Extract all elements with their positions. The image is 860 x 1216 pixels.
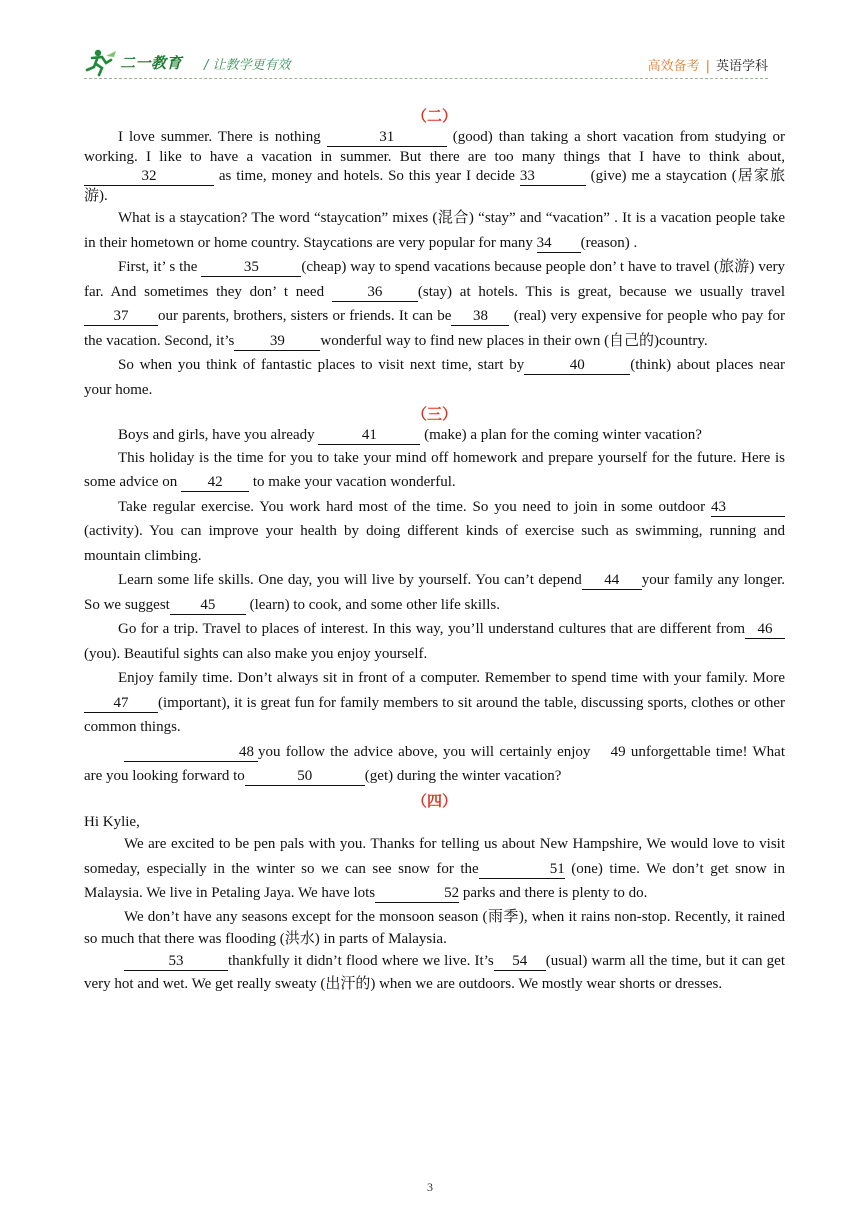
header-subject (648, 55, 768, 74)
section-heading-4: （四） (411, 791, 457, 810)
blank-40[interactable]: 40 (524, 357, 630, 375)
logo-text: 二一教育 (120, 55, 183, 72)
paragraph: Boys and girls, have you already 41 (make) a plan for the coming winter vacation? (118, 427, 702, 443)
blank-47[interactable]: 47 (84, 695, 158, 713)
blank-35[interactable]: 35 (201, 259, 301, 277)
blank-32[interactable]: 32 (84, 168, 214, 186)
document-body (84, 104, 785, 996)
header-separator: | (705, 59, 710, 74)
page-header (84, 44, 768, 80)
blank-36[interactable]: 36 (332, 284, 418, 302)
header-label-exam: 高效备考 (647, 59, 700, 74)
blank-48[interactable]: 48 (124, 744, 258, 762)
section-heading-3: （三） (411, 405, 457, 423)
paragraph: 48 you follow the advice above, you will certainly enjoy 49 unforgettable time! What are you looking forward to 50 (get) during the winter vacation? (84, 743, 786, 784)
letter-greeting: Hi Kylie, (84, 813, 140, 830)
paragraph: I love summer. There is nothing 31 (good) than taking a short vacation from studying or working. I like to have a vacation in summer. But there are too many things that I have to think about, 32 as time, money and hotels. So this year I decide 33 (give) me a staycation (居家旅游). (84, 129, 785, 204)
blank-34[interactable]: 34 (537, 235, 581, 253)
blank-45[interactable]: 45 (170, 597, 246, 615)
paragraph: Go for a trip. Travel to places of interest. In this way, you’ll understand cultures that are different from 46(you). Beautiful sights can also make you enjoy yourself. (84, 617, 785, 666)
page-number: 3 (427, 1180, 433, 1194)
paragraph: Enjoy family time. Don’t always sit in front of a computer. Remember to spend time with your family. More47 (important), it is great fun for family members to sit around the table, discussing sports, clothes or other common things. (84, 670, 785, 735)
blank-42[interactable]: 42 (181, 474, 249, 492)
paragraph: What is a staycation? The word “staycation” mixes (混合) “stay” and “vacation” . It is a vacation people take in their hometown or home country. Staycations are very popular for many 34 (reason) . (84, 210, 785, 251)
paragraph: Learn some life skills. One day, you will live by yourself. You can’t depend 44 your family any longer. So we suggest 45 (learn) to cook, and some other life skills. (84, 572, 785, 613)
blank-44[interactable]: 44 (582, 572, 642, 590)
paragraph: We are excited to be pen pals with you. Thanks for telling us about New Hampshire, We would love to visit someday, especially in the winter so we can see snow for the 51 (one) time. We don’t get snow in Malaysia. We live in Petaling Jaya. We have lots 52 parks and there is plenty to do. (84, 836, 785, 901)
paragraph: This holiday is the time for you to take your mind off homework and prepare yourself for the future. Here is some advice on 42 to make your vacation wonderful. (84, 449, 785, 490)
blank-51[interactable]: 51 (479, 861, 565, 879)
paragraph: We don’t have any seasons except for the monsoon season (雨季), when it rains non-stop. Recently, it rained so much that there was flooding (洪水) in parts of Malaysia. (84, 908, 785, 947)
blank-43[interactable]: 43 (711, 499, 785, 517)
section-heading-2: （二） (411, 107, 457, 125)
header-divider (84, 78, 768, 79)
blank-46[interactable]: 46 (745, 621, 785, 639)
paragraph: So when you think of fantastic places to visit next time, start by 40 (think) about places near your home. (84, 357, 785, 398)
blank-37[interactable]: 37 (84, 308, 158, 326)
blank-33[interactable]: 33 (520, 168, 586, 186)
header-slogan: / 让教学更有效 (204, 58, 291, 73)
blank-54[interactable]: 54 (494, 953, 546, 971)
paragraph: Take regular exercise. You work hard most of the time. So you need to join in some outdoor 43 (activity). You can improve your health by doing different kinds of exercise such as swimming, running and mountain climbing. (84, 498, 785, 564)
blank-52[interactable]: 52 (375, 885, 459, 903)
header-label-subject: 英语学科 (715, 59, 768, 74)
blank-39[interactable]: 39 (234, 333, 320, 351)
blank-41[interactable]: 41 (318, 427, 420, 445)
blank-50[interactable]: 50 (245, 768, 365, 786)
blank-31[interactable]: 31 (327, 129, 447, 147)
paragraph: 53 thankfully it didn’t flood where we live. It’s 54 (usual) warm all the time, but it can get very hot and wet. We get really sweaty (出汗的) when we are outdoors. We mostly wear shorts or dresses. (84, 952, 785, 992)
blank-49[interactable]: 49 (610, 743, 626, 760)
blank-53[interactable]: 53 (124, 953, 228, 971)
paragraph: First, it’ s the 35 (cheap) way to spend vacations because people don’ t have to travel (旅游) very far. And sometimes they don’ t need 36 (stay) at hotels. This is great, because we usually travel 37 our parents, brothers, sisters or friends. It can be 38 (real) very expensive for people who pay for the vacation. Second, it’s 39 wonderful way to find new places in their own (自己的)country. (84, 259, 785, 349)
blank-38[interactable]: 38 (451, 308, 509, 326)
